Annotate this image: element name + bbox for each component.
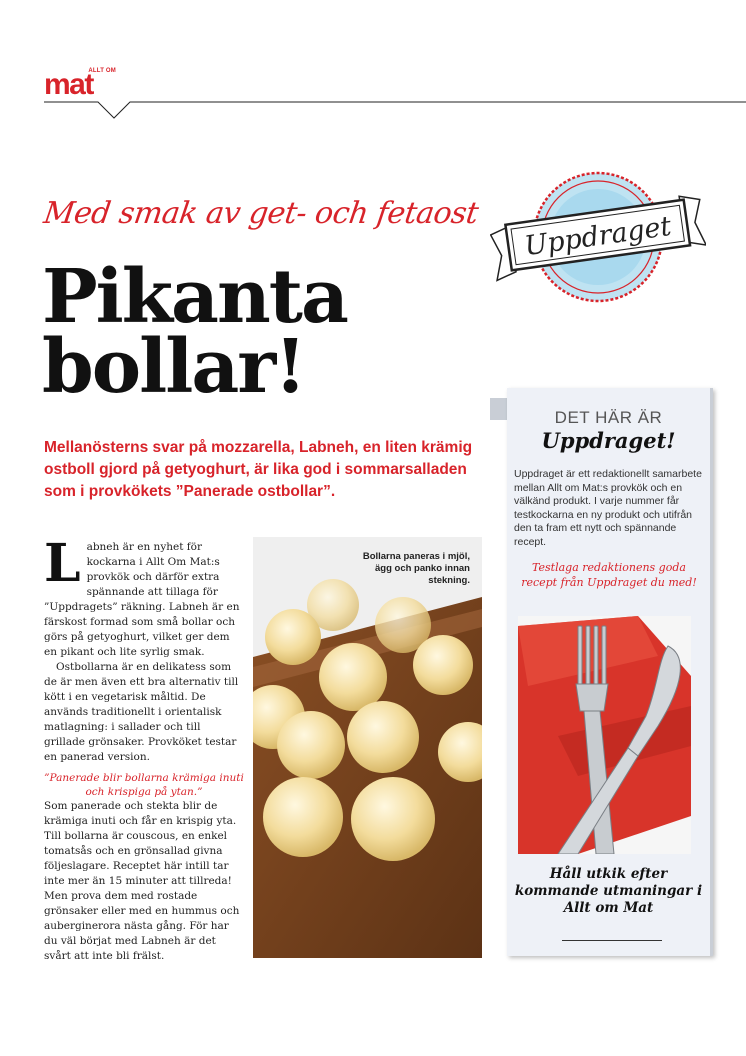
cheese-balls-photo bbox=[253, 537, 482, 958]
title-line-2: bollar! bbox=[42, 324, 305, 410]
sidebox-tab bbox=[490, 398, 508, 420]
allt-om-mat-logo bbox=[44, 70, 118, 100]
uppdraget-stamp bbox=[490, 162, 706, 312]
paragraph-1: abneh är en nyhet för kockarna i Allt Om Mat:s provkök och därför extra spännande att tillaga för ”Uppdragets” räkning. Labneh är en färskost formad som små bollar och görs på getyoghurt, vilket ger dem en pikant och lite syrlig smak. bbox=[44, 541, 240, 658]
article-lede: Mellanösterns svar på mozzarella, Labneh, en liten krämig ostboll gjord på getyoghurt, är lika god i sommarsalladen som i provkökets ”Panerade ostbollar”. bbox=[44, 439, 473, 500]
sidebox-text: Uppdraget är ett redaktionellt samarbete mellan Allt om Mat:s provkök och en välkänd produkt. I varje nummer får testkockarna en ny produkt och utifrån den ta fram ett nytt och spännande recept. bbox=[514, 468, 702, 548]
photo-caption: Bollarna paneras i mjöl, ägg och panko innan stekning. bbox=[362, 551, 470, 586]
paragraph-2: Ostbollarna är en delikatess som de är men även ett bra alternativ till kött i en vegetarisk måltid. De används traditionellt i orientalisk matlagning: i sallader och till grillade grönsaker. Provköket testar en panerad version. bbox=[44, 661, 239, 763]
title-line-1: Pikanta bbox=[42, 254, 347, 340]
dropcap: L bbox=[44, 533, 81, 594]
stamp-text: Uppdraget bbox=[522, 210, 674, 263]
pull-quote: ”Panerade blir bollarna krämiga inuti och krispiga på ytan.” bbox=[44, 772, 244, 798]
header-rule bbox=[0, 0, 746, 130]
article-title bbox=[42, 254, 347, 410]
sidebox-red-text: Testlaga redaktionens goda recept från Uppdraget du med! bbox=[521, 561, 697, 589]
sidebox-title: Uppdraget! bbox=[541, 428, 676, 453]
sidebox-footer: Håll utkik efter kommande utmaningar i Allt om Mat bbox=[514, 866, 703, 916]
sidebox-kicker: DET HÄR ÄR bbox=[554, 408, 663, 427]
cutlery-photo bbox=[518, 616, 691, 854]
logo-main-text: mat bbox=[44, 68, 93, 101]
article-kicker: Med smak av get- och fetaost bbox=[41, 196, 481, 231]
sidebox-footer-rule bbox=[562, 940, 662, 941]
article-body bbox=[44, 533, 244, 964]
paragraph-3: Som panerade och stekta blir de krämiga inuti och får en krispig yta. Till bollarna är couscous, en enkel tomatsås och en grönsallad givna följeslagare. Receptet här intill tar inte mer än 15 minuter att tillreda! Men prova dem med rostade grönsaker eller med en hummus och auberginerora nästa gång. För har du väl börjat med Labneh är det svårt att inte bli frälst. bbox=[44, 800, 240, 962]
uppdraget-sidebox bbox=[507, 388, 713, 956]
logo-small-text: ALLT OM bbox=[88, 68, 116, 74]
